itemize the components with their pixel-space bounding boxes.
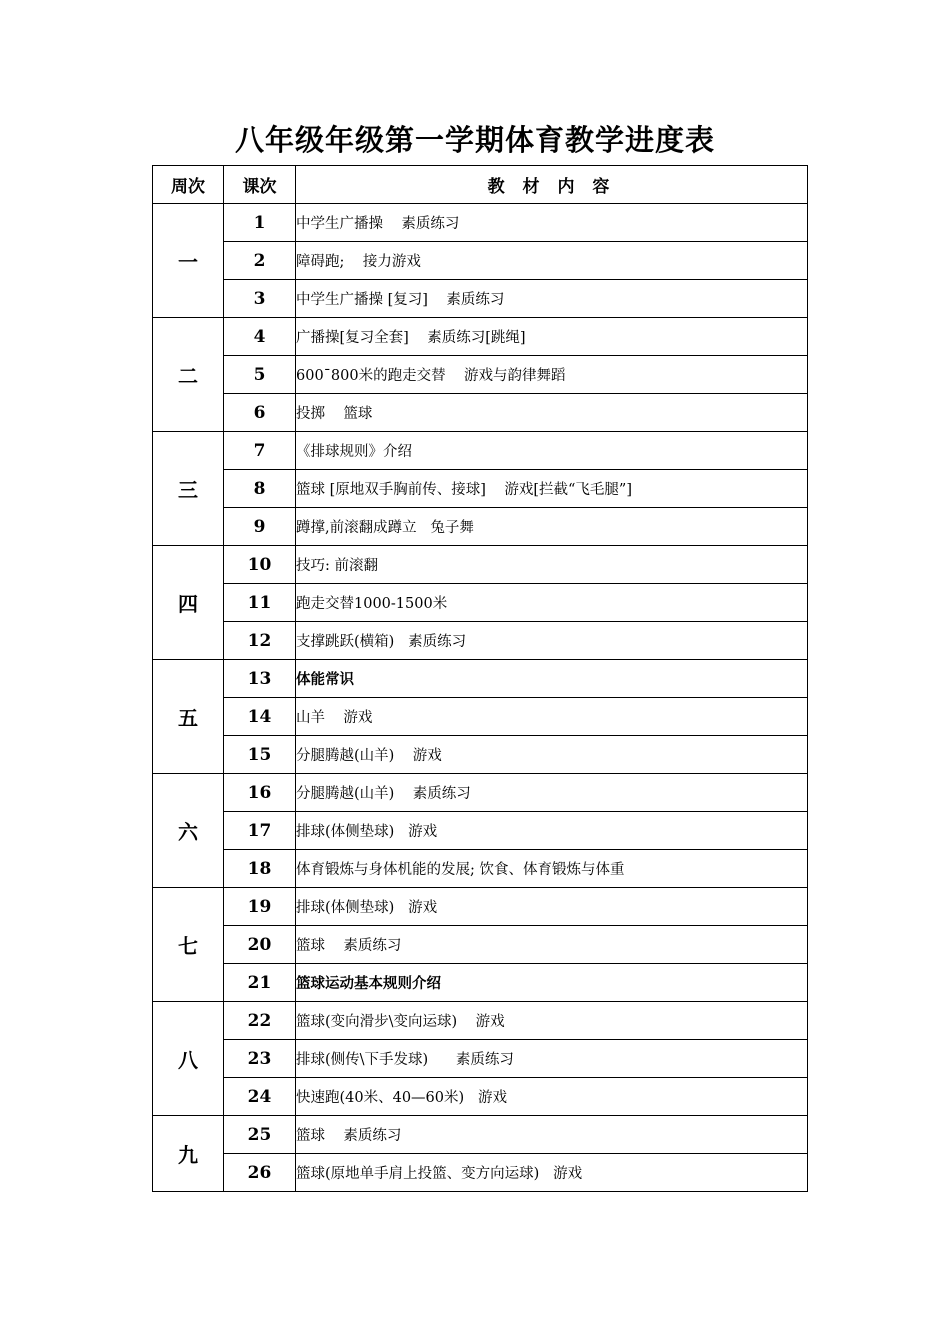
table-row [153,356,808,394]
lesson-number-cell: 25 [224,1116,296,1154]
page-title: 八年级年级第一学期体育教学进度表 [234,123,715,157]
week-cell: 一 [153,204,224,318]
table-row [153,736,808,774]
week-cell: 六 [153,774,224,888]
schedule-body [153,204,808,1192]
lesson-content-cell: 蹲撑,前滚翻成蹲立 兔子舞 [296,508,808,546]
lesson-number-cell: 13 [224,660,296,698]
lesson-number-cell: 4 [224,318,296,356]
lesson-number-cell: 9 [224,508,296,546]
lesson-number-cell: 17 [224,812,296,850]
lesson-content-cell: 支撑跳跃(横箱) 素质练习 [296,622,808,660]
table-row [153,394,808,432]
table-row [153,660,808,698]
lesson-content-cell: 分腿腾越(山羊) 游戏 [296,736,808,774]
lesson-content-cell: 中学生广播操 [复习] 素质练习 [296,280,808,318]
table-row [153,774,808,812]
lesson-number-cell: 11 [224,584,296,622]
week-cell: 五 [153,660,224,774]
lesson-content-cell: 《排球规则》介绍 [296,432,808,470]
lesson-number-cell: 6 [224,394,296,432]
table-row [153,1040,808,1078]
lesson-content-cell: 跑走交替1000-1500米 [296,584,808,622]
table-row [153,850,808,888]
table-row [153,1002,808,1040]
table-row [153,432,808,470]
week-cell: 二 [153,318,224,432]
lesson-content-cell: 投掷 篮球 [296,394,808,432]
lesson-content-cell: 排球(体侧垫球) 游戏 [296,888,808,926]
week-cell: 九 [153,1116,224,1192]
schedule-table [152,165,808,1192]
header-row [153,166,808,204]
table-row [153,546,808,584]
lesson-number-cell: 5 [224,356,296,394]
table-row [153,1116,808,1154]
lesson-number-cell: 24 [224,1078,296,1116]
lesson-number-cell: 12 [224,622,296,660]
lesson-column-header: 课次 [224,166,296,204]
table-row [153,584,808,622]
lesson-content-cell: 广播操[复习全套] 素质练习[跳绳] [296,318,808,356]
table-row [153,318,808,356]
table-row [153,470,808,508]
lesson-content-cell: 篮球 [原地双手胸前传、接球] 游戏[拦截“飞毛腿”] [296,470,808,508]
table-row [153,1078,808,1116]
lesson-number-cell: 1 [224,204,296,242]
lesson-number-cell: 19 [224,888,296,926]
table-row [153,964,808,1002]
table-row [153,204,808,242]
lesson-number-cell: 7 [224,432,296,470]
week-cell: 七 [153,888,224,1002]
table-row [153,508,808,546]
lesson-content-cell: 篮球(原地单手肩上投篮、变方向运球) 游戏 [296,1154,808,1192]
lesson-number-cell: 20 [224,926,296,964]
lesson-content-cell: 篮球运动基本规则介绍 [296,964,808,1002]
lesson-number-cell: 15 [224,736,296,774]
lesson-content-cell: 山羊 游戏 [296,698,808,736]
table-row [153,1154,808,1192]
lesson-number-cell: 3 [224,280,296,318]
lesson-number-cell: 18 [224,850,296,888]
content-column-header: 教 材 内 容 [296,166,808,204]
week-cell: 八 [153,1002,224,1116]
table-row [153,888,808,926]
lesson-content-cell: 分腿腾越(山羊) 素质练习 [296,774,808,812]
lesson-number-cell: 10 [224,546,296,584]
week-column-header: 周次 [153,166,224,204]
lesson-content-cell: 障碍跑; 接力游戏 [296,242,808,280]
lesson-content-cell: 篮球(变向滑步\变向运球) 游戏 [296,1002,808,1040]
table-row [153,926,808,964]
week-cell: 四 [153,546,224,660]
lesson-content-cell: 篮球 素质练习 [296,926,808,964]
table-row [153,622,808,660]
lesson-content-cell: 篮球 素质练习 [296,1116,808,1154]
lesson-content-cell: 技巧: 前滚翻 [296,546,808,584]
lesson-number-cell: 23 [224,1040,296,1078]
lesson-content-cell: 排球(侧传\下手发球) 素质练习 [296,1040,808,1078]
table-row [153,698,808,736]
lesson-content-cell: 快速跑(40米、40—60米) 游戏 [296,1078,808,1116]
lesson-number-cell: 2 [224,242,296,280]
lesson-content-cell: 体育锻炼与身体机能的发展; 饮食、体育锻炼与体重 [296,850,808,888]
table-row [153,280,808,318]
table-row [153,812,808,850]
lesson-content-cell: 体能常识 [296,660,808,698]
lesson-number-cell: 22 [224,1002,296,1040]
lesson-number-cell: 21 [224,964,296,1002]
lesson-number-cell: 8 [224,470,296,508]
lesson-content-cell: 排球(体侧垫球) 游戏 [296,812,808,850]
lesson-content-cell: 中学生广播操 素质练习 [296,204,808,242]
table-row [153,242,808,280]
lesson-number-cell: 26 [224,1154,296,1192]
lesson-number-cell: 14 [224,698,296,736]
week-cell: 三 [153,432,224,546]
lesson-number-cell: 16 [224,774,296,812]
lesson-content-cell: 600¯800米的跑走交替 游戏与韵律舞蹈 [296,356,808,394]
